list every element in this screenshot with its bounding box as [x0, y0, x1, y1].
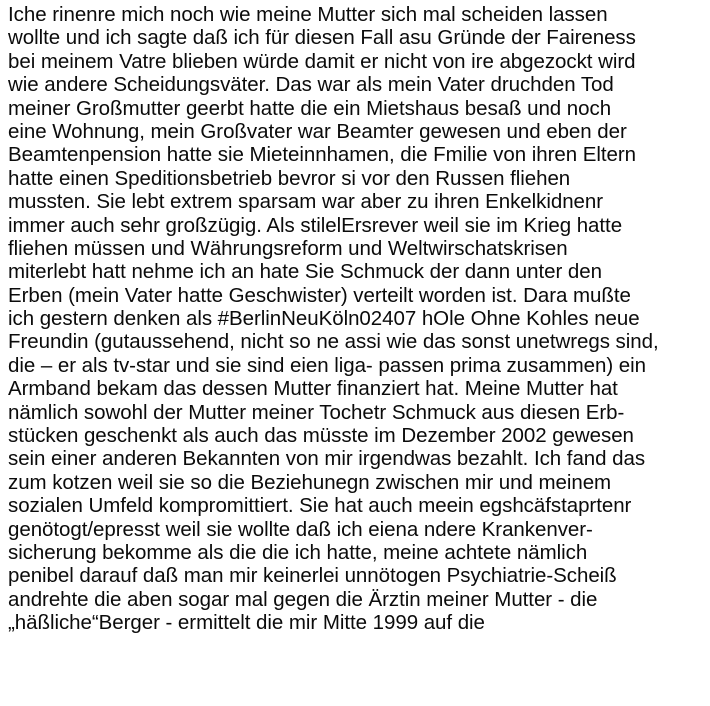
- text-line: fliehen müssen und Währungsreform und Weltwirschatskrisen: [8, 236, 568, 260]
- text-line: sozialen Umfeld kompromittiert. Sie hat auch meein egshcäfstaprtenr: [8, 494, 632, 518]
- text-line: stücken geschenkt als auch das müsste im Dezember 2002 gewesen: [8, 424, 634, 448]
- text-line: ich gestern denken als #BerlinNeuKöln02407 hOle Ohne Kohles neue: [8, 307, 640, 331]
- text-line: nämlich sowohl der Mutter meiner Tochetr Schmuck aus diesen Erb-: [8, 400, 625, 424]
- text-line: sein einer anderen Bekannten von mir irgendwas bezahlt. Ich fand das: [8, 447, 646, 471]
- text-line: immer auch sehr großzügig. Als stilelErsrever weil sie im Krieg hatte: [8, 213, 623, 237]
- text-line: zum kotzen weil sie so die Beziehunegn zwischen mir und meinem: [8, 470, 612, 494]
- text-line: eine Wohnung, mein Großvater war Beamter gewesen und eben der: [8, 119, 627, 143]
- text-line: die – er als tv-star und sie sind eien liga- passen prima zusammen) ein: [8, 353, 646, 377]
- text-line: penibel darauf daß man mir keinerlei unnötogen Psychiatrie-Scheiß: [8, 564, 617, 588]
- text-line: Beamtenpension hatte sie Mieteinnhamen, die Fmilie von ihren Eltern: [8, 143, 636, 167]
- text-line: hatte einen Speditionsbetrieb bevror si vor den Russen fliehen: [8, 166, 571, 190]
- text-line: Iche rinenre mich noch wie meine Mutter sich mal scheiden lassen: [8, 3, 608, 26]
- text-line: Freundin (gutaussehend, nicht so ne assi wie das sonst unetwregs sind,: [8, 330, 659, 354]
- text-line: andrehte die aben sogar mal gegen die Ärztin meiner Mutter - die: [8, 587, 598, 611]
- text-line: miterlebt hatt nehme ich an hate Sie Schmuck der dann unter den: [8, 260, 602, 284]
- text-line: sicherung bekomme als die die ich hatte, meine achtete nämlich: [8, 540, 588, 564]
- text-line: meiner Großmutter geerbt hatte die ein Mietshaus besaß und noch: [8, 96, 612, 120]
- text-line: wollte und ich sagte daß ich für diesen Fall asu Gründe der Faireness: [8, 26, 636, 50]
- text-line: mussten. Sie lebt extrem sparsam war aber zu ihren Enkelkidnenr: [8, 190, 604, 214]
- text-line: „häßliche“Berger - ermittelt die mir Mitte 1999 auf die: [8, 611, 485, 635]
- text-line: wie andere Scheidungsväter. Das war als mein Vater druchden Tod: [8, 73, 614, 97]
- text-line: genötogt/epresst weil sie wollte daß ich eiena ndere Krankenver-: [8, 517, 593, 541]
- text-line: Erben (mein Vater hatte Geschwister) verteilt worden ist. Dara mußte: [8, 283, 631, 307]
- document-body: [8, 3, 708, 635]
- text-line: Armband bekam das dessen Mutter finanziert hat. Meine Mutter hat: [8, 377, 618, 401]
- text-line: bei meinem Vatre blieben würde damit er nicht von ire abgezockt wird: [8, 49, 636, 73]
